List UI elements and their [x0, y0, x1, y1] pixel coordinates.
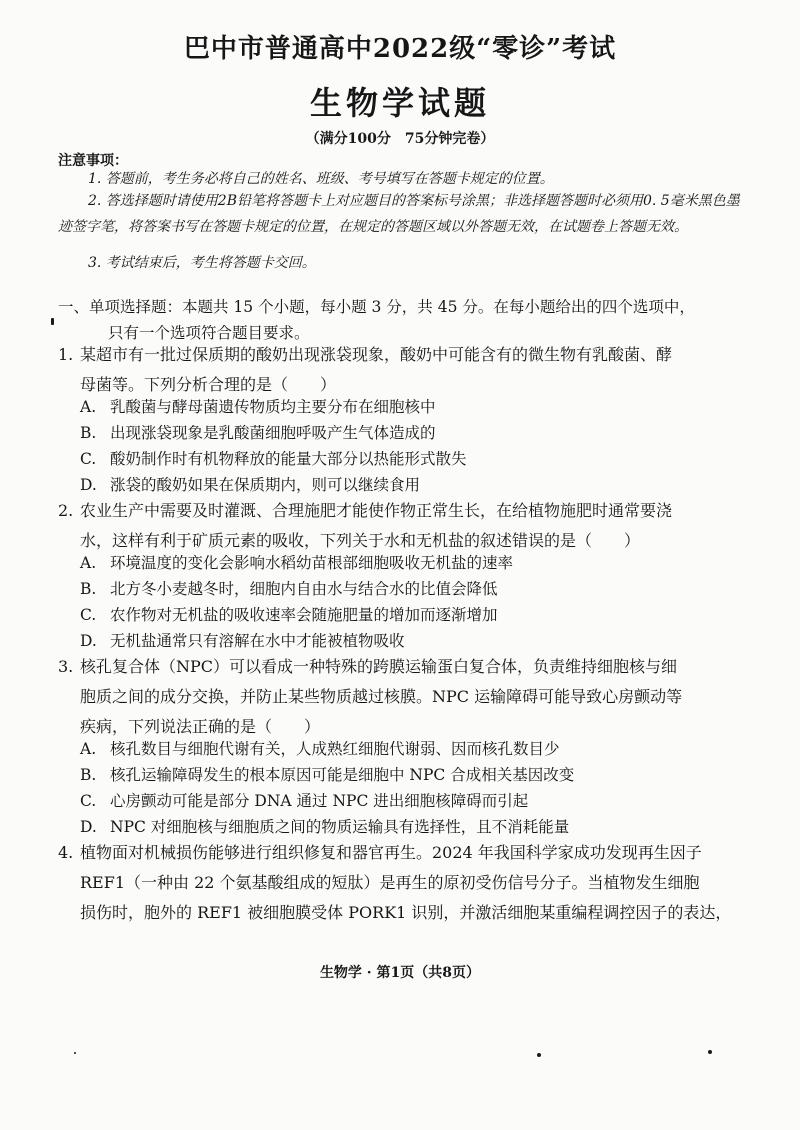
question-2-option-d: [80, 628, 740, 654]
option-letter: B.: [80, 766, 97, 784]
option-text: NPC 对细胞核与细胞质之间的物质运输具有选择性，且不消耗能量: [110, 818, 570, 836]
option-letter: D.: [80, 818, 97, 836]
option-letter: A.: [80, 740, 97, 758]
question-1-option-c: [80, 446, 740, 472]
question-stem-line: 某超市有一批过保质期的酸奶出现涨袋现象，酸奶中可能含有的微生物有乳酸菌、酵: [80, 345, 673, 364]
question-stem-line: 水，这样有利于矿质元素的吸收，下列关于水和无机盐的叙述错误的是（ ）: [80, 531, 641, 550]
question-2-option-a: [80, 550, 740, 576]
question-3-stem: [58, 652, 748, 742]
question-1-option-a: [80, 394, 740, 420]
option-text: 北方冬小麦越冬时，细胞内自由水与结合水的比值会降低: [110, 580, 498, 598]
section-heading: [58, 294, 748, 346]
question-1-stem: [58, 340, 748, 400]
option-letter: A.: [80, 398, 97, 416]
question-4-stem: [58, 838, 748, 928]
question-number: 4.: [58, 843, 74, 862]
question-number: 2.: [58, 501, 74, 520]
notice-heading: 注意事项：: [58, 153, 128, 169]
question-stem-line: 核孔复合体（NPC）可以看成一种特殊的跨膜运输蛋白复合体，负责维持细胞核与细: [80, 657, 678, 676]
question-stem-line: 胞质之间的成分交换，并防止某些物质越过核膜。NPC 运输障碍可能导致心房颤动等: [80, 687, 683, 706]
question-2-option-b: [80, 576, 740, 602]
question-1-option-b: [80, 420, 740, 446]
option-letter: C.: [80, 606, 97, 624]
question-2-option-c: [80, 602, 740, 628]
option-text: 心房颤动可能是部分 DNA 通过 NPC 进出细胞核障碍而引起: [110, 792, 529, 810]
option-text: 出现涨袋现象是乳酸菌细胞呼吸产生气体造成的: [110, 424, 436, 442]
question-3-option-c: [80, 788, 740, 814]
question-3-option-d: [80, 814, 740, 840]
section-heading-line2: 只有一个选项符合题目要求。: [108, 324, 310, 342]
exam-title: 巴中市普通高中2022级“零诊”考试: [183, 34, 617, 64]
question-number: 3.: [58, 657, 74, 676]
option-text: 农作物对无机盐的吸收速率会随施肥量的增加而逐渐增加: [110, 606, 498, 624]
option-text: 乳酸菌与酵母菌遗传物质均主要分布在细胞核中: [110, 398, 436, 416]
page-footer: 生物学 · 第1页（共8页）: [319, 965, 481, 981]
scan-speck: [708, 1050, 712, 1054]
question-stem-line: 植物面对机械损伤能够进行组织修复和器官再生。2024 年我国科学家成功发现再生因子: [80, 843, 702, 862]
option-letter: C.: [80, 450, 97, 468]
question-stem-line: REF1（一种由 22 个氨基酸组成的短肽）是再生的原初受伤信号分子。当植物发生细胞: [80, 873, 700, 892]
option-letter: B.: [80, 580, 97, 598]
section-heading-line1: 一、单项选择题：本题共 15 个小题，每小题 3 分，共 45 分。在每小题给出的四个选项中，: [58, 298, 695, 316]
question-stem-line: 农业生产中需要及时灌溉、合理施肥才能使作物正常生长，在给植物施肥时通常要浇: [80, 501, 673, 520]
option-text: 涨袋的酸奶如果在保质期内，则可以继续食用: [110, 476, 421, 494]
scan-speck: [537, 1053, 541, 1057]
scan-speck: [51, 318, 54, 325]
question-3-option-b: [80, 762, 740, 788]
question-stem-line: 母菌等。下列分析合理的是（ ）: [80, 375, 337, 394]
notice-item-3: 3. 考试结束后，考生将答题卡交回。: [88, 255, 316, 271]
question-1-option-d: [80, 472, 740, 498]
notice-item-1: 1. 答题前，考生务必将自己的姓名、班级、考号填写在答题卡规定的位置。: [88, 171, 554, 187]
option-text: 核孔数目与细胞代谢有关，人成熟红细胞代谢弱、因而核孔数目少: [110, 740, 560, 758]
question-stem-line: 损伤时，胞外的 REF1 被细胞膜受体 PORK1 识别，并激活细胞某重编程调控因子的表达，: [80, 903, 732, 922]
option-letter: D.: [80, 632, 97, 650]
question-3-option-a: [80, 736, 740, 762]
option-letter: C.: [80, 792, 97, 810]
option-letter: A.: [80, 554, 97, 572]
option-letter: D.: [80, 476, 97, 494]
option-text: 环境温度的变化会影响水稻幼苗根部细胞吸收无机盐的速率: [110, 554, 514, 572]
question-number: 1.: [58, 345, 74, 364]
option-text: 无机盐通常只有溶解在水中才能被植物吸收: [110, 632, 405, 650]
notice-item-2: 2. 答选择题时请使用2B铅笔将答题卡上对应题目的答案标号涂黑；非选择题答题时必须用0. 5毫米黑色墨迹签字笔，将答案书写在答题卡规定的位置，在规定的答题区域以外答题无效，在试题卷上答题无效。: [58, 193, 740, 235]
exam-subject: 生物学试题: [309, 84, 490, 122]
option-text: 酸奶制作时有机物释放的能量大部分以热能形式散失: [110, 450, 467, 468]
option-letter: B.: [80, 424, 97, 442]
option-text: 核孔运输障碍发生的根本原因可能是细胞中 NPC 合成相关基因改变: [110, 766, 575, 784]
question-stem-line: 疾病，下列说法正确的是（ ）: [80, 717, 321, 736]
question-2-stem: [58, 496, 748, 556]
scan-speck: [74, 1052, 76, 1054]
score-time-line: （满分100分 75分钟完卷）: [305, 131, 495, 147]
